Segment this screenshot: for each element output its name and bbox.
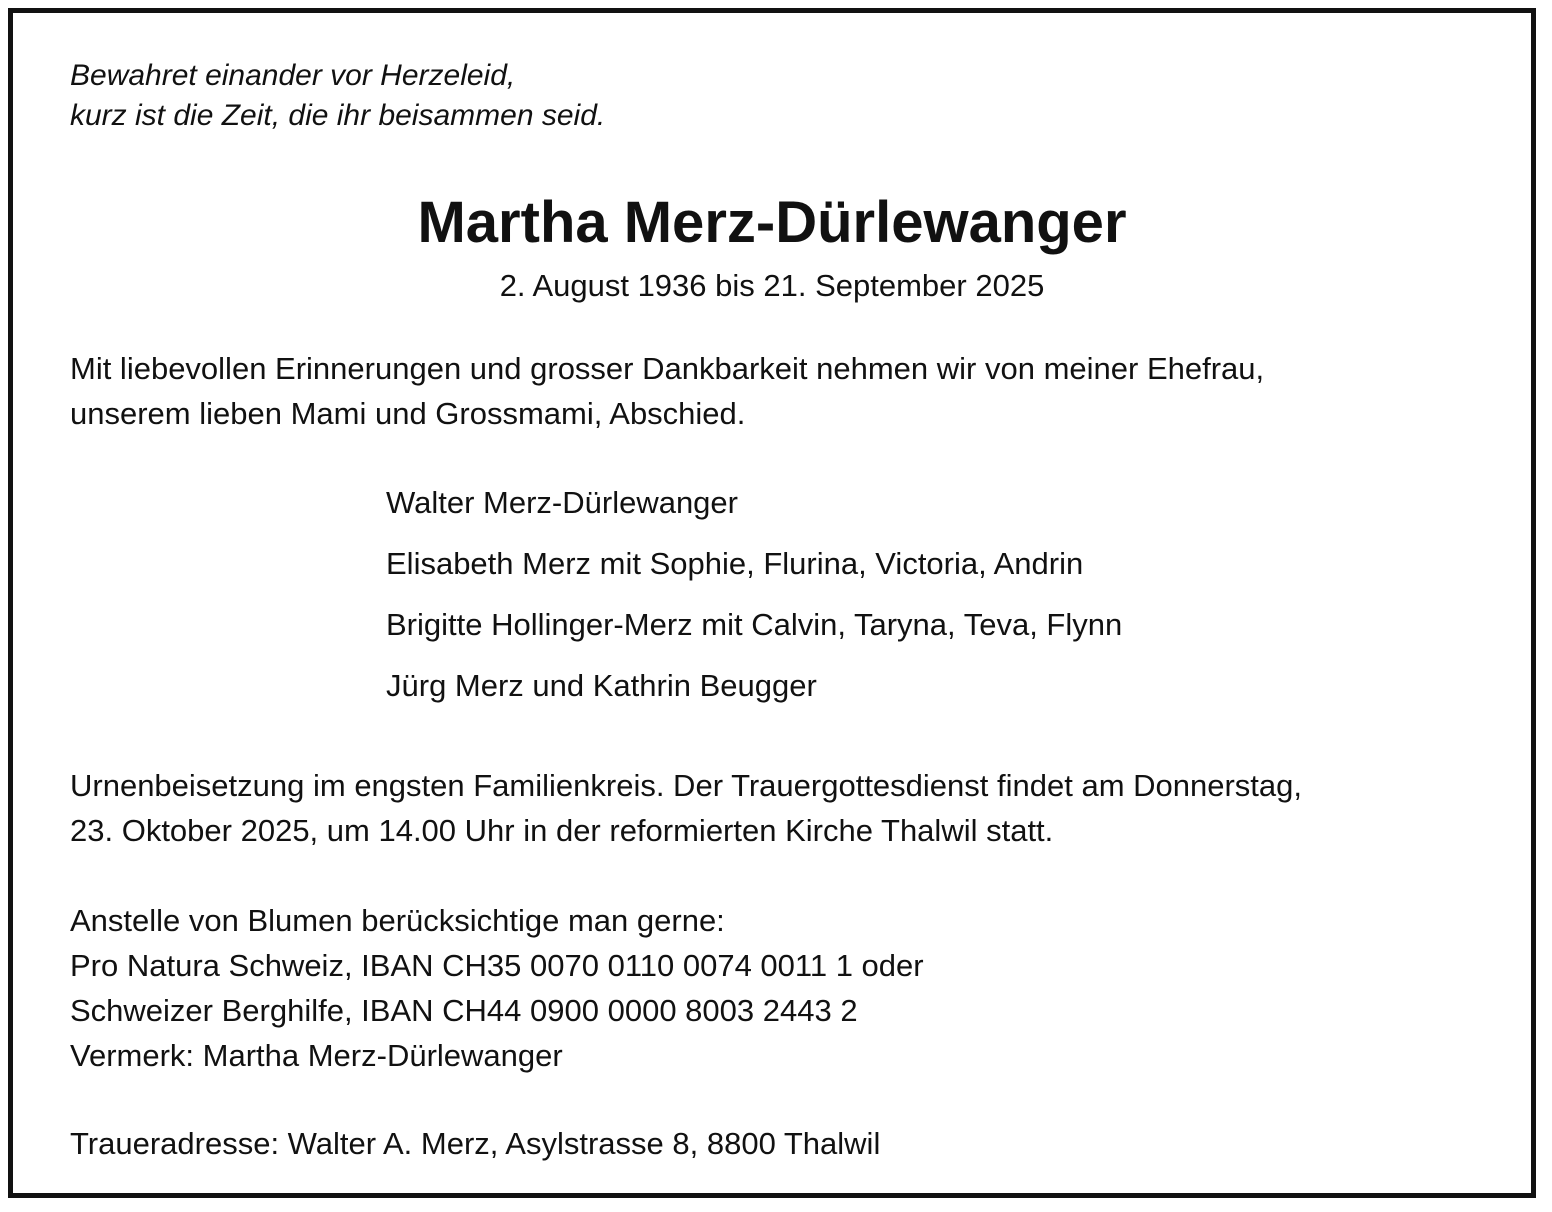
mourner-item: Elisabeth Merz mit Sophie, Flurina, Victoria, Andrin — [386, 546, 1084, 581]
farewell-paragraph — [70, 346, 1264, 436]
mourners-list — [386, 483, 1122, 727]
donation-line-3: Schweizer Berghilfe, IBAN CH44 0900 0000 8003 2443 2 — [70, 993, 858, 1028]
service-paragraph — [70, 763, 1302, 853]
farewell-line-1: Mit liebevollen Erinnerungen und grosser Dankbarkeit nehmen wir von meiner Ehefrau, — [70, 351, 1265, 386]
obituary-frame — [8, 8, 1536, 1198]
donation-paragraph — [70, 898, 924, 1078]
donation-line-1: Anstelle von Blumen berücksichtige man gerne: — [70, 903, 725, 938]
donation-line-2: Pro Natura Schweiz, IBAN CH35 0070 0110 0074 0011 1 oder — [70, 948, 924, 983]
deceased-name: Martha Merz-Dürlewanger — [417, 190, 1127, 255]
service-line-1: Urnenbeisetzung im engsten Familienkreis. Der Trauergottesdienst findet am Donnerstag, — [70, 768, 1303, 803]
motto-verse — [70, 56, 605, 136]
farewell-line-2: unserem lieben Mami und Grossmami, Abschied. — [70, 396, 746, 431]
service-line-2: 23. Oktober 2025, um 14.00 Uhr in der reformierten Kirche Thalwil statt. — [70, 813, 1054, 848]
donation-line-4: Vermerk: Martha Merz-Dürlewanger — [70, 1038, 563, 1073]
mourner-item: Brigitte Hollinger-Merz mit Calvin, Taryna, Teva, Flynn — [386, 607, 1123, 642]
obituary-content — [13, 13, 1531, 1193]
address-line: Traueradresse: Walter A. Merz, Asylstrasse 8, 8800 Thalwil — [70, 1126, 881, 1161]
mourner-item: Walter Merz-Dürlewanger — [386, 485, 738, 520]
life-dates: 2. August 1936 bis 21. September 2025 — [499, 268, 1045, 303]
mourner-item: Jürg Merz und Kathrin Beugger — [386, 668, 817, 703]
mourning-address — [70, 1121, 880, 1166]
motto-line-1: Bewahret einander vor Herzeleid, — [70, 59, 516, 92]
motto-line-2: kurz ist die Zeit, die ihr beisammen seid. — [70, 99, 606, 132]
